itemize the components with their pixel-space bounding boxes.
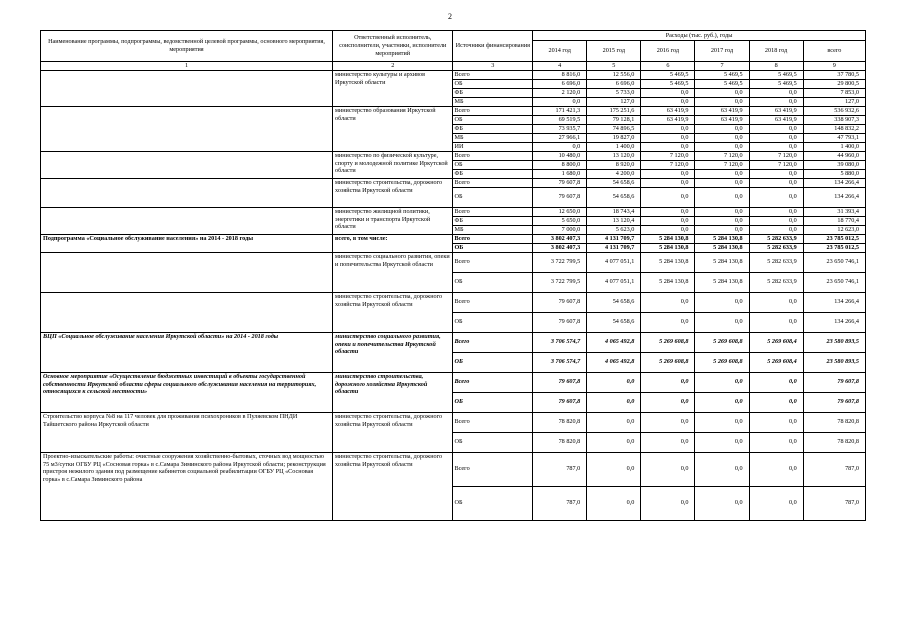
total-value-cell: 134 266,4: [803, 312, 865, 332]
header-year: 2018 год: [749, 41, 803, 62]
year-value-cell: 0,0: [641, 124, 695, 133]
year-value-cell: 13 120,0: [587, 151, 641, 160]
funding-source-cell: ОБ: [453, 79, 533, 88]
table-row: [41, 106, 866, 115]
funding-source-cell: Всего: [453, 151, 533, 160]
funding-source-cell: ФБ: [453, 216, 533, 225]
year-value-cell: 0,0: [749, 216, 803, 225]
executor-cell: министерство образования Иркутской области: [333, 106, 453, 151]
year-value-cell: 5 469,5: [749, 79, 803, 88]
executor-cell: всего, в том числе:: [333, 234, 453, 252]
column-number: 3: [453, 62, 533, 71]
year-value-cell: 0,0: [695, 88, 749, 97]
program-name-cell: [41, 70, 333, 106]
column-number: 1: [41, 62, 333, 71]
year-value-cell: 6 696,0: [533, 79, 587, 88]
year-value-cell: 3 706 574,7: [533, 332, 587, 352]
year-value-cell: 0,0: [641, 142, 695, 151]
year-value-cell: 12 556,0: [587, 70, 641, 79]
year-value-cell: 5 269 608,8: [695, 332, 749, 352]
year-value-cell: 5 469,5: [641, 70, 695, 79]
executor-cell: министерство социального развития, опеки и попечительства Иркутской области: [333, 252, 453, 292]
table-row: [41, 452, 866, 486]
year-value-cell: 0,0: [641, 187, 695, 207]
year-value-cell: 0,0: [749, 225, 803, 234]
year-value-cell: 5 284 130,8: [695, 234, 749, 243]
total-value-cell: 39 080,0: [803, 160, 865, 169]
column-number: 2: [333, 62, 453, 71]
executor-cell: министерство строительства, дорожного хозяйства Иркутской области: [333, 412, 453, 452]
year-value-cell: 4 065 492,8: [587, 332, 641, 352]
year-value-cell: 79 128,1: [587, 115, 641, 124]
funding-source-cell: ОБ: [453, 352, 533, 372]
year-value-cell: 79 607,8: [533, 292, 587, 312]
total-value-cell: 12 623,0: [803, 225, 865, 234]
year-value-cell: 0,0: [641, 169, 695, 178]
column-number: 9: [803, 62, 865, 71]
total-value-cell: 23 580 893,5: [803, 332, 865, 352]
year-value-cell: 5 469,5: [695, 79, 749, 88]
year-value-cell: 0,0: [749, 432, 803, 452]
funding-source-cell: ОБ: [453, 272, 533, 292]
year-value-cell: 0,0: [749, 187, 803, 207]
year-value-cell: 5 284 130,8: [641, 272, 695, 292]
funding-source-cell: Всего: [453, 106, 533, 115]
funding-source-cell: Всего: [453, 234, 533, 243]
table-row: [41, 372, 866, 392]
header-program-name: Наименование программы, подпрограммы, ведомственной целевой программы, основного мероприятия, мероприятия: [41, 31, 333, 62]
year-value-cell: 2 120,0: [533, 88, 587, 97]
year-value-cell: 5 284 130,8: [641, 234, 695, 243]
year-value-cell: 0,0: [641, 372, 695, 392]
year-value-cell: 10 480,0: [533, 151, 587, 160]
year-value-cell: 0,0: [749, 392, 803, 412]
funding-source-cell: Всего: [453, 178, 533, 187]
table-header: [41, 31, 866, 71]
year-value-cell: 787,0: [533, 486, 587, 520]
funding-source-cell: ИИ: [453, 142, 533, 151]
year-value-cell: 0,0: [695, 124, 749, 133]
year-value-cell: 0,0: [641, 97, 695, 106]
year-value-cell: 0,0: [695, 452, 749, 486]
program-name-cell: Основное мероприятие «Осуществление бюджетных инвестиций в объекты государственной собственности Иркутской области сферы социального обслуживания населения на территориях, относящихся к сельской местности»: [41, 372, 333, 412]
page-number: 2: [448, 12, 452, 21]
year-value-cell: 0,0: [641, 225, 695, 234]
program-name-cell: [41, 252, 333, 292]
column-number: 7: [695, 62, 749, 71]
program-name-cell: [41, 207, 333, 234]
year-value-cell: 0,0: [749, 133, 803, 142]
year-value-cell: 0,0: [641, 292, 695, 312]
funding-source-cell: ОБ: [453, 160, 533, 169]
total-value-cell: 37 780,5: [803, 70, 865, 79]
year-value-cell: 171 421,3: [533, 106, 587, 115]
year-value-cell: 3 802 407,3: [533, 234, 587, 243]
total-value-cell: 79 607,8: [803, 392, 865, 412]
program-name-cell: [41, 151, 333, 178]
year-value-cell: 63 419,9: [695, 106, 749, 115]
year-value-cell: 5 269 608,8: [641, 332, 695, 352]
program-name-cell: [41, 178, 333, 207]
year-value-cell: 73 935,7: [533, 124, 587, 133]
year-value-cell: 0,0: [695, 216, 749, 225]
year-value-cell: 0,0: [587, 392, 641, 412]
funding-source-cell: ФБ: [453, 124, 533, 133]
year-value-cell: 0,0: [641, 88, 695, 97]
year-value-cell: 3 802 407,3: [533, 243, 587, 252]
year-value-cell: 0,0: [641, 133, 695, 142]
year-value-cell: 3 706 574,7: [533, 352, 587, 372]
year-value-cell: 0,0: [749, 207, 803, 216]
header-executor: Ответственный исполнитель, соисполнители, участники, исполнители мероприятий: [333, 31, 453, 62]
year-value-cell: 0,0: [641, 392, 695, 412]
funding-source-cell: ОБ: [453, 432, 533, 452]
year-value-cell: 0,0: [695, 97, 749, 106]
table-row: [41, 178, 866, 187]
year-value-cell: 0,0: [641, 432, 695, 452]
table-row: [41, 292, 866, 312]
total-value-cell: 134 266,4: [803, 187, 865, 207]
funding-source-cell: Всего: [453, 412, 533, 432]
year-value-cell: 63 419,9: [695, 115, 749, 124]
year-value-cell: 0,0: [695, 432, 749, 452]
year-value-cell: 1 400,0: [587, 142, 641, 151]
year-value-cell: 0,0: [587, 432, 641, 452]
total-value-cell: 127,0: [803, 97, 865, 106]
year-value-cell: 63 419,9: [749, 115, 803, 124]
year-value-cell: 7 120,0: [749, 160, 803, 169]
total-value-cell: 23 785 012,5: [803, 243, 865, 252]
year-value-cell: 787,0: [533, 452, 587, 486]
year-value-cell: 5 269 608,8: [695, 352, 749, 372]
executor-cell: министерство культуры и архивов Иркутской области: [333, 70, 453, 106]
year-value-cell: 0,0: [641, 452, 695, 486]
year-value-cell: 4 131 709,7: [587, 234, 641, 243]
year-value-cell: 54 658,6: [587, 187, 641, 207]
year-value-cell: 8 816,0: [533, 70, 587, 79]
year-value-cell: 5 284 130,8: [641, 252, 695, 272]
year-value-cell: 0,0: [695, 312, 749, 332]
year-value-cell: 7 120,0: [641, 151, 695, 160]
year-value-cell: 5 284 130,8: [695, 272, 749, 292]
total-value-cell: 29 800,5: [803, 79, 865, 88]
year-value-cell: 0,0: [695, 392, 749, 412]
header-year: 2015 год: [587, 41, 641, 62]
year-value-cell: 5 269 608,4: [749, 352, 803, 372]
year-value-cell: 0,0: [587, 372, 641, 392]
year-value-cell: 3 722 799,5: [533, 252, 587, 272]
total-value-cell: 23 580 893,5: [803, 352, 865, 372]
program-name-cell: ВЦП «Социальное обслуживание населения Иркутской области» на 2014 - 2018 годы: [41, 332, 333, 372]
year-value-cell: 0,0: [641, 312, 695, 332]
total-value-cell: 536 932,6: [803, 106, 865, 115]
table-row: [41, 412, 866, 432]
year-value-cell: 63 419,9: [641, 115, 695, 124]
year-value-cell: 0,0: [695, 225, 749, 234]
year-value-cell: 5 282 633,9: [749, 272, 803, 292]
year-value-cell: 4 077 051,1: [587, 272, 641, 292]
funding-source-cell: Всего: [453, 70, 533, 79]
total-value-cell: 5 880,0: [803, 169, 865, 178]
year-value-cell: 0,0: [641, 486, 695, 520]
header-year: 2016 год: [641, 41, 695, 62]
year-value-cell: 0,0: [695, 178, 749, 187]
year-value-cell: 0,0: [695, 292, 749, 312]
executor-cell: министерство строительства, дорожного хозяйства Иркутской области: [333, 372, 453, 412]
year-value-cell: 0,0: [749, 169, 803, 178]
executor-cell: министерство по физической культуре, спорту и молодежной политике Иркутской области: [333, 151, 453, 178]
year-value-cell: 7 120,0: [641, 160, 695, 169]
year-value-cell: 5 469,5: [641, 79, 695, 88]
year-value-cell: 12 650,0: [533, 207, 587, 216]
year-value-cell: 54 658,6: [587, 292, 641, 312]
year-value-cell: 0,0: [641, 207, 695, 216]
total-value-cell: 79 607,8: [803, 372, 865, 392]
year-value-cell: 5 623,0: [587, 225, 641, 234]
table-row: [41, 207, 866, 216]
total-value-cell: 44 960,0: [803, 151, 865, 160]
year-value-cell: 0,0: [587, 452, 641, 486]
year-value-cell: 0,0: [749, 178, 803, 187]
funding-source-cell: Всего: [453, 252, 533, 272]
year-value-cell: 7 000,0: [533, 225, 587, 234]
funding-source-cell: ФБ: [453, 88, 533, 97]
total-value-cell: 23 785 012,5: [803, 234, 865, 243]
year-value-cell: 79 607,8: [533, 312, 587, 332]
column-number: 5: [587, 62, 641, 71]
year-value-cell: 0,0: [749, 124, 803, 133]
year-value-cell: 0,0: [695, 169, 749, 178]
year-value-cell: 0,0: [749, 312, 803, 332]
year-value-cell: 0,0: [695, 187, 749, 207]
header-year: 2014 год: [533, 41, 587, 62]
table-body: [41, 70, 866, 520]
year-value-cell: 0,0: [749, 412, 803, 432]
program-name-cell: Проектно-изыскательские работы: очистные сооружения хозяйственно-бытовых, сточных вод мощностью 75 м3/сутки ОГБУ РЦ «Сосновая горка» в с.Самара Зиминского района Иркутской области; реконструкция пристроя нежилого здания под размещение кабинетов социальной реабилитации ОГБУ РЦ «Сосновая горка» в с.Самара Зиминского района: [41, 452, 333, 520]
year-value-cell: 175 251,6: [587, 106, 641, 115]
year-value-cell: 0,0: [533, 142, 587, 151]
funding-source-cell: ОБ: [453, 486, 533, 520]
year-value-cell: 0,0: [695, 486, 749, 520]
year-value-cell: 0,0: [695, 412, 749, 432]
year-value-cell: 0,0: [749, 372, 803, 392]
total-value-cell: 23 650 746,1: [803, 272, 865, 292]
year-value-cell: 74 896,5: [587, 124, 641, 133]
year-value-cell: 5 282 633,9: [749, 243, 803, 252]
funding-source-cell: ОБ: [453, 187, 533, 207]
total-value-cell: 338 907,3: [803, 115, 865, 124]
year-value-cell: 5 284 130,8: [641, 243, 695, 252]
total-value-cell: 23 650 746,1: [803, 252, 865, 272]
total-value-cell: 787,0: [803, 486, 865, 520]
year-value-cell: 5 650,0: [533, 216, 587, 225]
funding-source-cell: ОБ: [453, 392, 533, 412]
header-total: всего: [803, 41, 865, 62]
budget-table: [40, 30, 866, 521]
year-value-cell: 5 733,0: [587, 88, 641, 97]
total-value-cell: 787,0: [803, 452, 865, 486]
year-value-cell: 0,0: [749, 452, 803, 486]
header-year: 2017 год: [695, 41, 749, 62]
funding-source-cell: ОБ: [453, 312, 533, 332]
funding-source-cell: Всего: [453, 372, 533, 392]
column-number: 8: [749, 62, 803, 71]
executor-cell: министерство социального развития, опеки и попечительства Иркутской области: [333, 332, 453, 372]
header-funding-source: Источники финансирования: [453, 31, 533, 62]
funding-source-cell: МБ: [453, 225, 533, 234]
table-row: [41, 332, 866, 352]
total-value-cell: 78 820,8: [803, 432, 865, 452]
funding-source-cell: ОБ: [453, 115, 533, 124]
year-value-cell: 5 469,5: [695, 70, 749, 79]
funding-source-cell: МБ: [453, 133, 533, 142]
year-value-cell: 79 607,8: [533, 178, 587, 187]
year-value-cell: 69 519,5: [533, 115, 587, 124]
program-name-cell: Подпрограмма «Социальное обслуживание населения» на 2014 - 2018 годы: [41, 234, 333, 252]
year-value-cell: 4 077 051,1: [587, 252, 641, 272]
executor-cell: министерство строительства, дорожного хозяйства Иркутской области: [333, 292, 453, 332]
year-value-cell: 63 419,9: [641, 106, 695, 115]
year-value-cell: 5 284 130,8: [695, 252, 749, 272]
year-value-cell: 79 607,8: [533, 372, 587, 392]
funding-source-cell: Всего: [453, 332, 533, 352]
year-value-cell: 0,0: [641, 178, 695, 187]
year-value-cell: 79 607,8: [533, 187, 587, 207]
year-value-cell: 127,0: [587, 97, 641, 106]
year-value-cell: 0,0: [749, 88, 803, 97]
executor-cell: министерство жилищной политики, энергетики и транспорта Иркутской области: [333, 207, 453, 234]
year-value-cell: 8 920,0: [587, 160, 641, 169]
year-value-cell: 1 680,0: [533, 169, 587, 178]
year-value-cell: 78 820,8: [533, 432, 587, 452]
year-value-cell: 63 419,9: [749, 106, 803, 115]
year-value-cell: 5 469,5: [749, 70, 803, 79]
year-value-cell: 19 827,0: [587, 133, 641, 142]
program-name-cell: Строительство корпуса №8 на 117 человек для проживания психохроников в Пуляевском ПНДИ Тайшетского района Иркутской области: [41, 412, 333, 452]
year-value-cell: 5 284 130,8: [695, 243, 749, 252]
column-number: 6: [641, 62, 695, 71]
year-value-cell: 7 120,0: [749, 151, 803, 160]
year-value-cell: 0,0: [695, 142, 749, 151]
year-value-cell: 0,0: [749, 486, 803, 520]
year-value-cell: 4 131 709,7: [587, 243, 641, 252]
year-value-cell: 6 696,0: [587, 79, 641, 88]
total-value-cell: 78 820,8: [803, 412, 865, 432]
year-value-cell: 0,0: [587, 412, 641, 432]
year-value-cell: 3 722 799,5: [533, 272, 587, 292]
year-value-cell: 54 658,6: [587, 178, 641, 187]
table-row: [41, 70, 866, 79]
year-value-cell: 0,0: [533, 97, 587, 106]
funding-source-cell: Всего: [453, 292, 533, 312]
funding-source-cell: ФБ: [453, 169, 533, 178]
funding-source-cell: Всего: [453, 452, 533, 486]
year-value-cell: 7 120,0: [695, 151, 749, 160]
total-value-cell: 148 832,2: [803, 124, 865, 133]
year-value-cell: 5 269 608,8: [641, 352, 695, 372]
column-number: 4: [533, 62, 587, 71]
total-value-cell: 134 266,4: [803, 178, 865, 187]
year-value-cell: 5 269 608,4: [749, 332, 803, 352]
funding-source-cell: Всего: [453, 207, 533, 216]
year-value-cell: 0,0: [695, 207, 749, 216]
funding-source-cell: МБ: [453, 97, 533, 106]
funding-source-cell: ОБ: [453, 243, 533, 252]
year-value-cell: 0,0: [695, 372, 749, 392]
year-value-cell: 0,0: [641, 216, 695, 225]
year-value-cell: 4 065 492,8: [587, 352, 641, 372]
header-expenses: Расходы (тыс. руб.), годы: [533, 31, 866, 41]
year-value-cell: 0,0: [749, 142, 803, 151]
year-value-cell: 78 820,8: [533, 412, 587, 432]
year-value-cell: 4 200,0: [587, 169, 641, 178]
program-name-cell: [41, 106, 333, 151]
year-value-cell: 27 966,1: [533, 133, 587, 142]
table-row: [41, 151, 866, 160]
year-value-cell: 0,0: [749, 292, 803, 312]
total-value-cell: 18 770,4: [803, 216, 865, 225]
year-value-cell: 5 282 633,9: [749, 252, 803, 272]
year-value-cell: 0,0: [749, 97, 803, 106]
total-value-cell: 1 400,0: [803, 142, 865, 151]
executor-cell: министерство строительства, дорожного хозяйства Иркутской области: [333, 452, 453, 520]
year-value-cell: 18 743,4: [587, 207, 641, 216]
year-value-cell: 7 120,0: [695, 160, 749, 169]
year-value-cell: 5 282 633,9: [749, 234, 803, 243]
year-value-cell: 0,0: [695, 133, 749, 142]
total-value-cell: 7 853,0: [803, 88, 865, 97]
total-value-cell: 47 793,1: [803, 133, 865, 142]
table-row: [41, 252, 866, 272]
total-value-cell: 134 266,4: [803, 292, 865, 312]
program-name-cell: [41, 292, 333, 332]
year-value-cell: 0,0: [587, 486, 641, 520]
table-row: [41, 234, 866, 243]
executor-cell: министерство строительства, дорожного хозяйства Иркутской области: [333, 178, 453, 207]
year-value-cell: 0,0: [641, 412, 695, 432]
year-value-cell: 54 658,6: [587, 312, 641, 332]
year-value-cell: 8 800,0: [533, 160, 587, 169]
total-value-cell: 31 393,4: [803, 207, 865, 216]
year-value-cell: 13 120,4: [587, 216, 641, 225]
year-value-cell: 79 607,8: [533, 392, 587, 412]
